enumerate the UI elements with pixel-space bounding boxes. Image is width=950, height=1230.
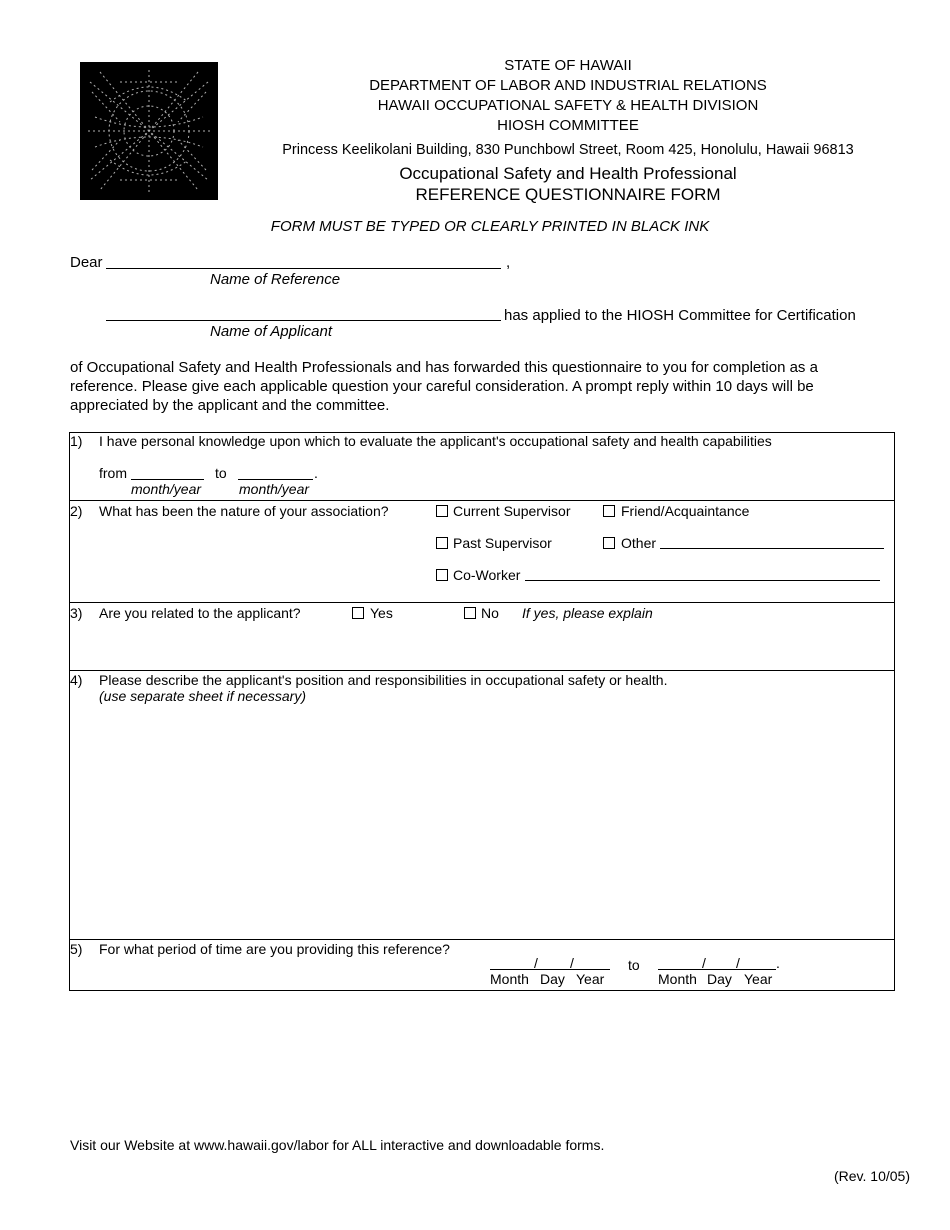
applicant-name-field[interactable] [106,320,501,321]
applied-text: has applied to the HIOSH Committee for Certification [504,307,856,324]
q5-number: 5) [70,941,83,957]
header-address: Princess Keelikolani Building, 830 Punchbowl Street, Room 425, Honolulu, Hawaii 96813 [282,142,854,158]
related-explain-label: If yes, please explain [522,605,653,621]
state-seal-image [80,62,218,200]
seal-pattern [80,62,218,200]
q2-question: What has been the nature of your association? [99,503,389,519]
q3-number: 3) [70,605,83,621]
q5-end-day-caption: Day [707,971,732,987]
header-committee: HIOSH COMMITTEE [497,117,639,134]
q2-number: 2) [70,503,83,519]
q5-end-date-field[interactable] [658,969,776,970]
q1-to-label: to [215,465,227,481]
q5-end-slash2: / [736,955,740,971]
related-yes-checkbox[interactable] [352,607,364,619]
divider-q5 [69,939,895,940]
related-no-label: No [481,605,499,621]
revision-label: (Rev. 10/05) [834,1168,910,1184]
q3-question: Are you related to the applicant? [99,605,301,621]
q1-question: I have personal knowledge upon which to evaluate the applicant's occupational safety and health capabilities [99,433,772,449]
divider-q4 [69,670,895,671]
q5-start-slash1: / [534,955,538,971]
current-supervisor-checkbox[interactable] [436,505,448,517]
q5-question: For what period of time are you providing this reference? [99,941,450,957]
q4-note: (use separate sheet if necessary) [99,688,306,704]
website-note: Visit our Website at www.hawaii.gov/labor for ALL interactive and downloadable forms. [70,1137,605,1153]
header-state: STATE OF HAWAII [504,57,632,74]
q4-question: Please describe the applicant's position and responsibilities in occupational safety or health. [99,672,668,688]
form-title-line2: REFERENCE QUESTIONNAIRE FORM [415,185,721,204]
q1-number: 1) [70,433,83,449]
q5-end-slash1: / [702,955,706,971]
q5-start-slash2: / [570,955,574,971]
q5-end-period: . [776,955,780,971]
q5-end-month-caption: Month [658,971,697,987]
past-supervisor-checkbox[interactable] [436,537,448,549]
header-department: DEPARTMENT OF LABOR AND INDUSTRIAL RELATIONS [369,77,767,94]
divider-q2 [69,500,895,501]
dear-label: Dear [70,254,103,271]
q5-start-month-caption: Month [490,971,529,987]
q5-start-date-field[interactable] [490,969,610,970]
other-label: Other [621,535,657,551]
q5-start-year-caption: Year [576,971,605,987]
reference-name-field[interactable] [106,268,501,269]
coworker-label: Co-Worker [453,567,521,583]
friend-label: Friend/Acquaintance [621,503,750,519]
dear-comma: , [506,254,511,271]
instruction-text: FORM MUST BE TYPED OR CLEARLY PRINTED IN BLACK INK [270,218,710,235]
past-supervisor-label: Past Supervisor [453,535,552,551]
q1-from-caption: month/year [131,481,202,497]
other-text-field[interactable] [660,548,884,549]
other-checkbox[interactable] [603,537,615,549]
coworker-text-field[interactable] [525,580,880,581]
q4-number: 4) [70,672,83,688]
reference-caption: Name of Reference [210,271,341,288]
current-supervisor-label: Current Supervisor [453,503,571,519]
q5-end-year-caption: Year [744,971,773,987]
coworker-checkbox[interactable] [436,569,448,581]
friend-checkbox[interactable] [603,505,615,517]
q4-response-area[interactable] [99,708,889,933]
q1-period: . [314,465,318,481]
divider-q3 [69,602,895,603]
form-title-line1: Occupational Safety and Health Professional [399,164,737,183]
q1-to-caption: month/year [239,481,310,497]
related-no-checkbox[interactable] [464,607,476,619]
related-yes-label: Yes [370,605,393,621]
header-division: HAWAII OCCUPATIONAL SAFETY & HEALTH DIVISION [377,97,759,114]
q5-to-label: to [628,957,640,973]
q5-start-day-caption: Day [540,971,565,987]
q1-from-date-field[interactable] [131,479,204,480]
applicant-caption: Name of Applicant [210,323,333,340]
q1-to-date-field[interactable] [238,479,313,480]
q1-from-label: from [99,465,127,481]
intro-paragraph: of Occupational Safety and Health Professionals and has forwarded this questionnaire to you for completion as a reference. Please give each applicable question your careful consideration. A prompt reply within 10 days will be appreciated by the applicant and the committee. [70,359,818,414]
